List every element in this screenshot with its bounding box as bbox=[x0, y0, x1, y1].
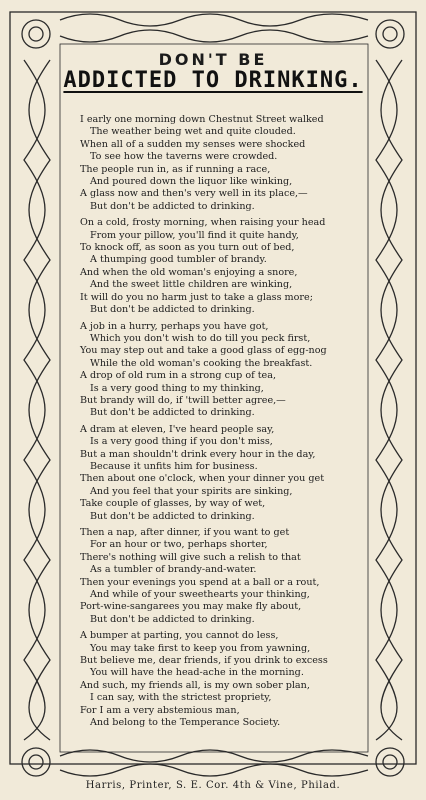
verse-line: And poured down the liquor like winking, bbox=[90, 176, 293, 188]
top-scroll bbox=[60, 14, 368, 26]
verse-line: There's nothing will give such a relish to that bbox=[80, 551, 301, 563]
verse-line: And the sweet little children are winking, bbox=[90, 279, 293, 291]
verse-line: A thumping good tumbler of brandy. bbox=[90, 254, 267, 266]
verse-line: A dram at eleven, I've heard people say, bbox=[80, 423, 275, 435]
verse-line: When all of a sudden my senses were shocked bbox=[80, 138, 306, 150]
verse-line: To knock off, as soon as you turn out of bed, bbox=[80, 242, 295, 254]
verse-line: But don't be addicted to drinking. bbox=[90, 407, 255, 419]
verse-line: And while of your sweethearts your thinking, bbox=[90, 589, 310, 601]
verse-line: Which you don't wish to do till you peck first, bbox=[90, 332, 311, 344]
printer-imprint: Harris, Printer, S. E. Cor. 4th & Vine, Philad. bbox=[85, 780, 341, 791]
verse-line: But brandy will do, if 'twill better agree,— bbox=[80, 394, 286, 406]
verse-line: The people run in, as if running a race, bbox=[80, 163, 271, 175]
left-chain-a bbox=[24, 60, 45, 740]
corner-flourish-bottom-right bbox=[376, 748, 404, 776]
stanza bbox=[80, 424, 380, 523]
title-line-1: DON'T BE bbox=[158, 50, 268, 69]
verse-line: It will do you no harm just to take a glass more; bbox=[80, 291, 313, 303]
verse-line: And such, my friends all, is my own sober plan, bbox=[80, 679, 310, 691]
corner-flourish-top-left bbox=[22, 20, 50, 48]
bottom-scroll-lower bbox=[60, 764, 368, 776]
verse-line: But a man shouldn't drink every hour in the day, bbox=[80, 448, 316, 460]
verse-line: Then about one o'clock, when your dinner you get bbox=[80, 473, 325, 485]
verse-line: A job in a hurry, perhaps you have got, bbox=[80, 320, 269, 332]
verse-line: But believe me, dear friends, if you drink to excess bbox=[80, 655, 328, 667]
verse-line: From your pillow, you'll find it quite handy, bbox=[90, 229, 299, 241]
title-line-2: ADDICTED TO DRINKING. bbox=[63, 68, 363, 93]
verse-line: You may step out and take a good glass of egg-nog bbox=[80, 345, 327, 357]
verse-line: Take couple of glasses, by way of wet, bbox=[80, 498, 266, 510]
poem-body bbox=[80, 114, 380, 734]
verse-line: You will have the head-ache in the morning. bbox=[90, 667, 304, 679]
verse-line: A bumper at parting, you cannot do less, bbox=[80, 630, 279, 642]
left-chain-b bbox=[29, 60, 50, 740]
verse-line: And belong to the Temperance Society. bbox=[90, 717, 281, 729]
stanza bbox=[80, 527, 380, 626]
verse-line: But don't be addicted to drinking. bbox=[90, 304, 255, 316]
verse-line: Then your evenings you spend at a ball or a rout, bbox=[80, 576, 320, 588]
verse-line: But don't be addicted to drinking. bbox=[90, 613, 255, 625]
verse-line: You may take first to keep you from yawning, bbox=[90, 642, 311, 654]
stanza bbox=[80, 114, 380, 213]
verse-line: I early one morning down Chestnut Street walked bbox=[80, 114, 324, 125]
verse-line: To see how the taverns were crowded. bbox=[90, 151, 278, 163]
stanza bbox=[80, 321, 380, 420]
right-chain-b bbox=[381, 60, 402, 740]
verse-line: Because it unfits him for business. bbox=[90, 460, 258, 472]
corner-flourish-top-right bbox=[376, 20, 404, 48]
verse-line: A drop of old rum in a strong cup of tea, bbox=[80, 370, 276, 382]
verse-line: Then a nap, after dinner, if you want to get bbox=[80, 527, 290, 538]
corner-flourish-bottom-left bbox=[22, 748, 50, 776]
verse-line: For I am a very abstemious man, bbox=[80, 704, 240, 716]
verse-line: But don't be addicted to drinking. bbox=[90, 200, 255, 212]
verse-line: The weather being wet and quite clouded. bbox=[90, 126, 296, 138]
top-scroll-lower bbox=[60, 30, 368, 42]
verse-line: Is a very good thing if you don't miss, bbox=[90, 436, 273, 448]
stanza bbox=[80, 630, 380, 729]
verse-line: And when the old woman's enjoying a snore, bbox=[80, 266, 298, 278]
verse-line: I can say, with the strictest propriety, bbox=[90, 692, 272, 704]
verse-line: But don't be addicted to drinking. bbox=[90, 510, 255, 522]
verse-line: And you feel that your spirits are sinking, bbox=[90, 485, 293, 497]
verse-line: For an hour or two, perhaps shorter, bbox=[90, 539, 268, 551]
verse-line: While the old woman's cooking the breakfast. bbox=[90, 357, 313, 369]
verse-line: A glass now and then's very well in its place,— bbox=[80, 188, 308, 200]
verse-line: Port-wine-sangarees you may make fly about, bbox=[80, 601, 302, 613]
verse-line: Is a very good thing to my thinking, bbox=[90, 382, 264, 394]
stanza bbox=[80, 217, 380, 316]
verse-line: On a cold, frosty morning, when raising your head bbox=[80, 217, 326, 229]
verse-line: As a tumbler of brandy-and-water. bbox=[90, 564, 257, 576]
